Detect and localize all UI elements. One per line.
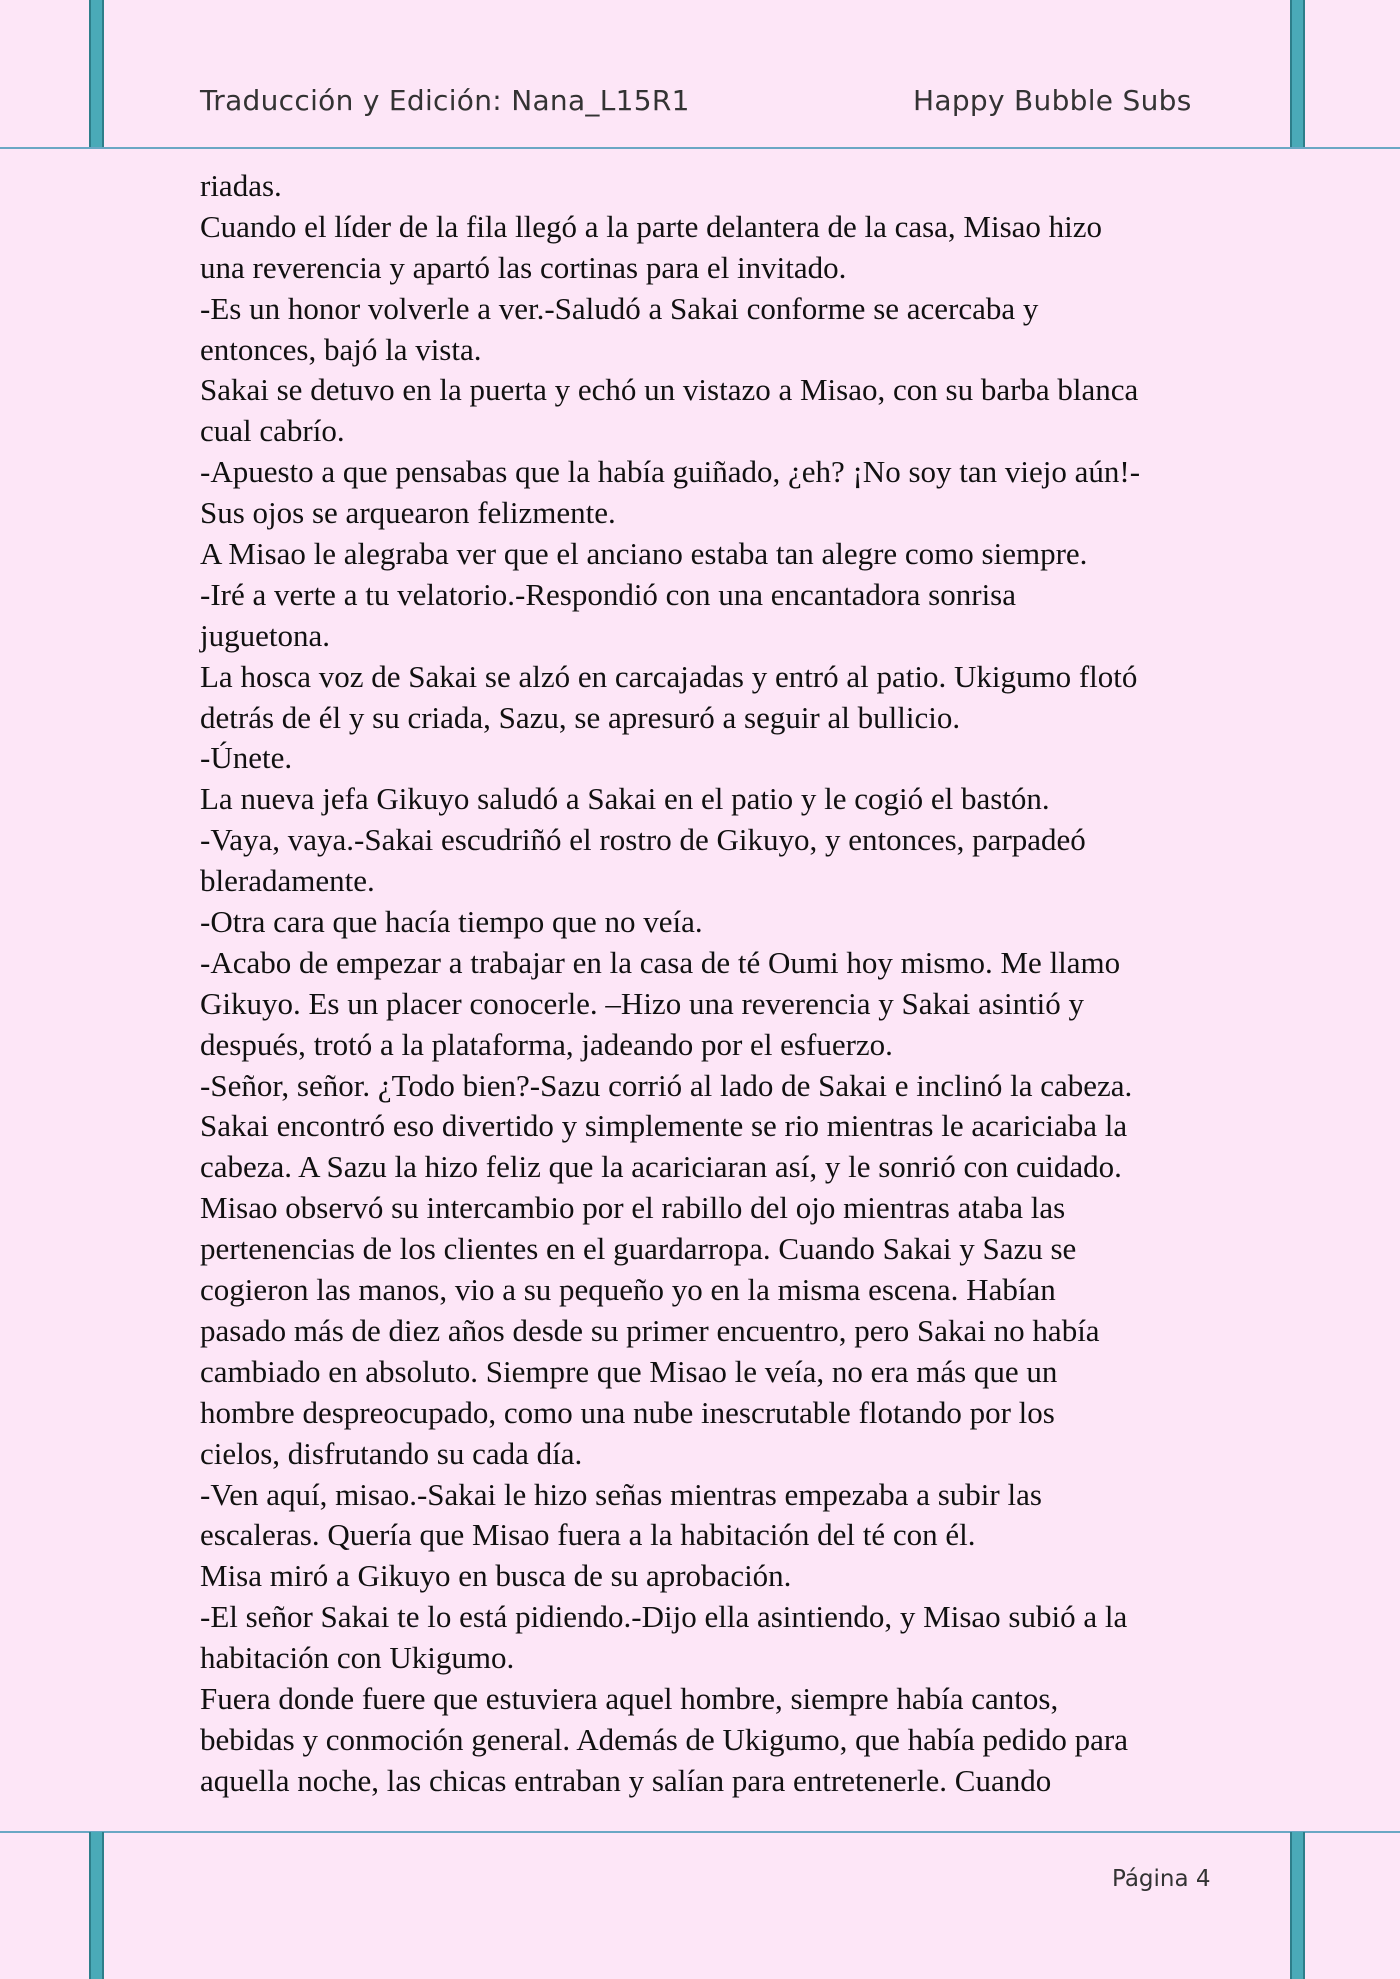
text-line: Gikuyo. Es un placer conocerle. –Hizo una reverencia y Sakai asintió y bbox=[200, 985, 1085, 1021]
text-line: cambiado en absoluto. Siempre que Misao le veía, no era más que un bbox=[200, 1353, 1058, 1389]
text-line: bleradamente. bbox=[200, 863, 375, 899]
text-line: juguetona. bbox=[200, 617, 330, 653]
text-line: Cuando el líder de la fila llegó a la parte delantera de la casa, Misao hizo bbox=[200, 208, 1103, 244]
text-line: entonces, bajó la vista. bbox=[200, 331, 482, 367]
text-line: pasado más de diez años desde su primer encuentro, pero Sakai no había bbox=[200, 1312, 1100, 1348]
header-divider bbox=[0, 147, 1400, 149]
text-line: -Únete. bbox=[200, 740, 293, 776]
footer-divider bbox=[0, 1831, 1400, 1833]
header-group-name: Happy Bubble Subs bbox=[913, 84, 1192, 117]
text-line: A Misao le alegraba ver que el anciano estaba tan alegre como siempre. bbox=[200, 536, 1088, 572]
text-line: riadas. bbox=[200, 168, 282, 203]
text-line: cual cabrío. bbox=[200, 413, 345, 449]
text-line: Sakai encontró eso divertido y simplemente se rio mientras le acariciaba la bbox=[200, 1108, 1128, 1144]
text-line: Sakai se detuvo en la puerta y echó un vistazo a Misao, con su barba blanca bbox=[200, 372, 1139, 408]
text-line: -Vaya, vaya.-Sakai escudriñó el rostro de Gikuyo, y entonces, parpadeó bbox=[200, 822, 1086, 858]
text-line: una reverencia y apartó las cortinas para el invitado. bbox=[200, 249, 847, 285]
text-line: cogieron las manos, vio a su pequeño yo en la misma escena. Habían bbox=[200, 1272, 1056, 1308]
text-line: -Acabo de empezar a trabajar en la casa de té Oumi hoy mismo. Me llamo bbox=[200, 944, 1121, 980]
text-line: -Otra cara que hacía tiempo que no veía. bbox=[200, 904, 703, 940]
text-line: Misa miró a Gikuyo en busca de su aprobación. bbox=[200, 1558, 792, 1594]
text-line: La hosca voz de Sakai se alzó en carcajadas y entró al patio. Ukigumo flotó bbox=[200, 658, 1138, 694]
page-border-bar-top-left bbox=[89, 0, 104, 149]
text-line: Misao observó su intercambio por el rabillo del ojo mientras ataba las bbox=[200, 1190, 1066, 1226]
text-line: cielos, disfrutando su cada día. bbox=[200, 1435, 583, 1471]
page-border-bar-bottom-right bbox=[1290, 1832, 1305, 1979]
text-line: escaleras. Quería que Misao fuera a la habitación del té con él. bbox=[200, 1517, 976, 1553]
text-line: hombre despreocupado, como una nube inescrutable flotando por los bbox=[200, 1394, 1055, 1430]
text-line: detrás de él y su criada, Sazu, se apresuró a seguir al bullicio. bbox=[200, 699, 961, 735]
page-border-bar-top-right bbox=[1290, 0, 1305, 149]
text-line: Fuera donde fuere que estuviera aquel hombre, siempre había cantos, bbox=[200, 1680, 1059, 1716]
text-line: -Iré a verte a tu velatorio.-Respondió con una encantadora sonrisa bbox=[200, 576, 1017, 612]
text-line: -Ven aquí, misao.-Sakai le hizo señas mientras empezaba a subir las bbox=[200, 1476, 1042, 1512]
text-line: La nueva jefa Gikuyo saludó a Sakai en el patio y le cogió el bastón. bbox=[200, 781, 1050, 817]
text-line: aquella noche, las chicas entraban y salían para entretenerle. Cuando bbox=[200, 1762, 1052, 1798]
text-line: habitación con Ukigumo. bbox=[200, 1640, 515, 1676]
text-line: -Señor, señor. ¿Todo bien?-Sazu corrió al lado de Sakai e inclinó la cabeza. bbox=[200, 1067, 1133, 1103]
text-line: -El señor Sakai te lo está pidiendo.-Dijo ella asintiendo, y Misao subió a la bbox=[200, 1599, 1128, 1635]
text-line: cabeza. A Sazu la hizo feliz que la acariciaran así, y le sonrió con cuidado. bbox=[200, 1149, 1122, 1185]
header-translator-credit: Traducción y Edición: Nana_L15R1 bbox=[200, 84, 690, 117]
page-border-bar-bottom-left bbox=[89, 1832, 104, 1979]
page-number: Página 4 bbox=[1112, 1866, 1211, 1892]
text-line: después, trotó a la plataforma, jadeando por el esfuerzo. bbox=[200, 1026, 893, 1062]
text-line: -Es un honor volverle a ver.-Saludó a Sakai conforme se acercaba y bbox=[200, 290, 1039, 326]
text-line: -Apuesto a que pensabas que la había guiñado, ¿eh? ¡No soy tan viejo aún!- bbox=[200, 454, 1141, 490]
document-body bbox=[200, 166, 1210, 1802]
text-line: bebidas y conmoción general. Además de Ukigumo, que había pedido para bbox=[200, 1721, 1129, 1757]
text-line: pertenencias de los clientes en el guardarropa. Cuando Sakai y Sazu se bbox=[200, 1231, 1077, 1267]
text-line: Sus ojos se arquearon felizmente. bbox=[200, 495, 616, 531]
